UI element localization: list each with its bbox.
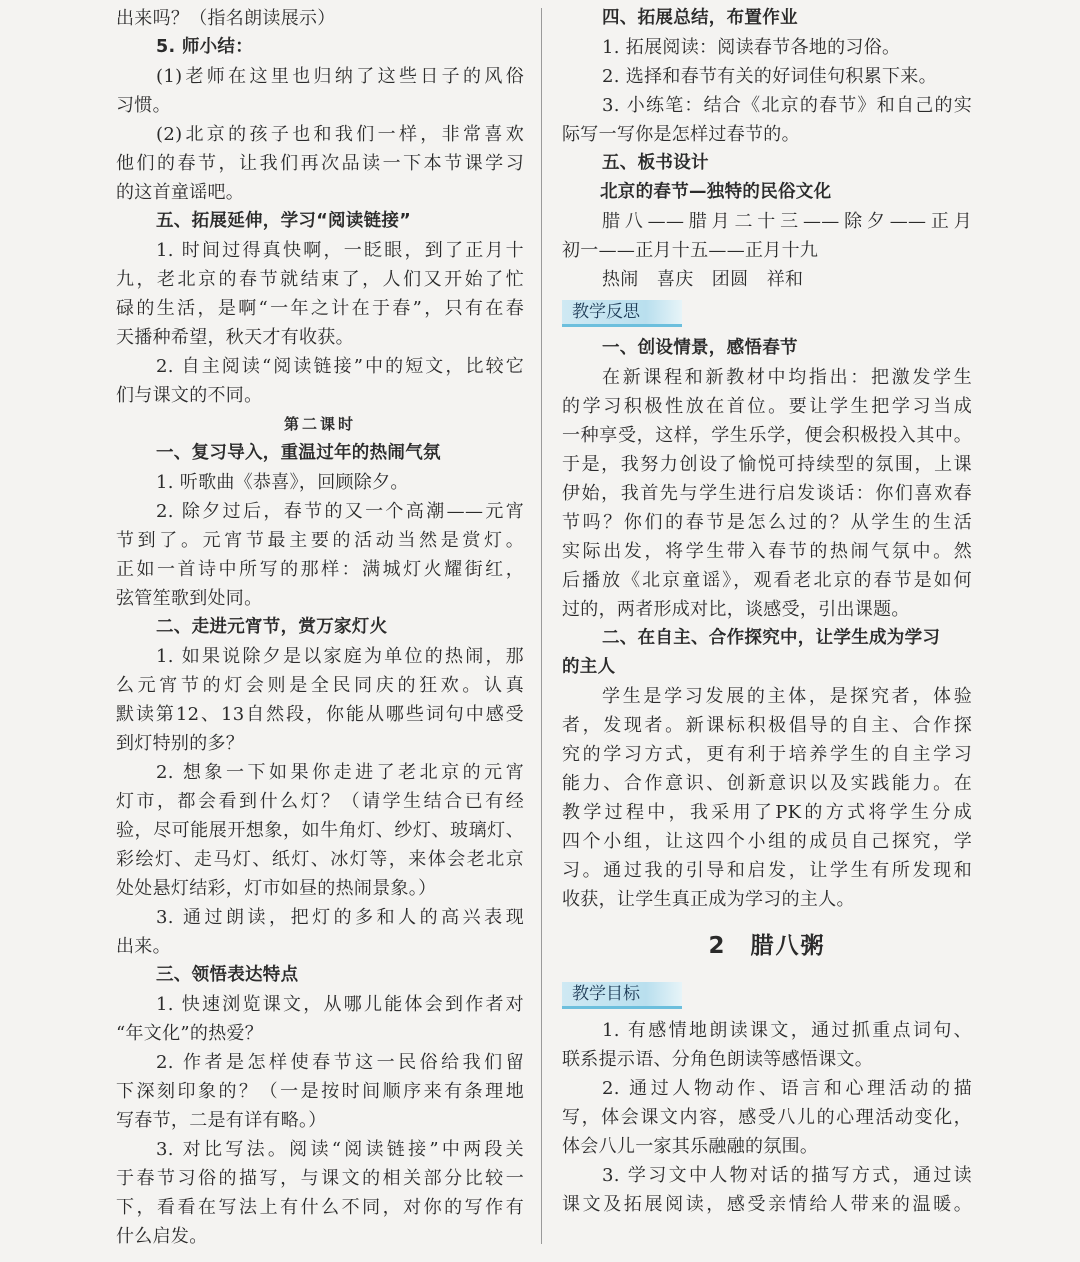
- text-line: 究的学习方式，更有利于培养学生的自主学习: [562, 744, 972, 765]
- text-line: 2. 自主阅读“阅读链接”中的短文，比较它: [156, 356, 524, 377]
- text-line: 验，尽可能展开想象，如牛角灯、纱灯、玻璃灯、: [116, 820, 524, 841]
- text-line: 2. 选择和春节有关的好词佳句积累下来。: [602, 66, 937, 87]
- text-line: 出来吗？（指名朗读展示）: [116, 8, 336, 29]
- text-line: 下，看看在写法上有什么不同，对你的写作有: [116, 1197, 524, 1218]
- text-line: 第二课时: [283, 415, 356, 433]
- text-line: 的学习积极性放在首位。要让学生把学习当成: [562, 396, 972, 417]
- text-line: 四、拓展总结，布置作业: [602, 8, 798, 28]
- text-line: 体会八儿一家其乐融融的氛围。: [562, 1136, 819, 1157]
- text-line: 么元宵节的灯会则是全民同庆的狂欢。认真: [116, 675, 524, 696]
- text-line: 的这首童谣吧。: [116, 182, 245, 203]
- text-line: 2. 作者是怎样使春节这一民俗给我们留: [156, 1052, 524, 1073]
- text-line: 教学过程中，我采用了PK的方式将学生分成: [562, 802, 972, 823]
- text-line: 后播放《北京童谣》，观看老北京的春节是如何: [562, 570, 972, 591]
- left-column: [116, 4, 524, 1251]
- lesson-title: [562, 918, 972, 974]
- text-line: 腊八——腊月二十三——除夕——正月: [602, 211, 972, 232]
- text-line: 1. 快速浏览课文，从哪儿能体会到作者对: [156, 994, 524, 1015]
- text-line: 北京的春节—独特的民俗文化: [600, 182, 832, 202]
- text-line: “年文化”的热爱？: [116, 1023, 264, 1044]
- lesson-name: 腊八粥: [750, 933, 826, 959]
- extension-section: [562, 4, 972, 294]
- text-line: 二、走进元宵节，赏万家灯火: [156, 617, 388, 637]
- text-line: 到灯特别的多？: [116, 733, 245, 754]
- text-line: (2)北京的孩子也和我们一样，非常喜欢: [156, 124, 524, 145]
- text-line: 一、复习导入，重温过年的热闹气氛: [156, 443, 441, 463]
- tag-label: 教学目标: [572, 984, 640, 1004]
- text-line: 写春节，二是有详有略。）: [116, 1110, 327, 1131]
- text-line: 1. 拓展阅读：阅读春节各地的习俗。: [602, 37, 901, 58]
- text-line: 1. 听歌曲《恭喜》，回顾除夕。: [156, 472, 409, 493]
- text-line: 3. 通过朗读，把灯的多和人的高兴表现: [156, 907, 524, 928]
- text-line: 课文及拓展阅读，感受亲情给人带来的温暖。: [562, 1194, 972, 1215]
- text-line: 伊始，我首先与学生进行启发谈话：你们喜欢春: [562, 483, 972, 504]
- text-line: 天播种希望，秋天才有收获。: [116, 327, 354, 348]
- column-divider: [541, 8, 542, 1244]
- text-line: 节吗？你们的春节是怎么过的？从学生的生活: [562, 512, 972, 533]
- text-line: 习。通过我的引导和启发，让学生有所发现和: [562, 860, 972, 881]
- text-line: 热闹 喜庆 团圆 祥和: [602, 269, 804, 290]
- text-line: 者，发现者。新课标积极倡导的自主、合作探: [562, 715, 972, 736]
- text-line: 他们的春节，让我们再次品读一下本节课学习: [116, 153, 524, 174]
- text-line: 初一——正月十五——正月十九: [562, 240, 819, 261]
- text-line: 处处悬灯结彩，灯市如昼的热闹景象。）: [116, 878, 437, 899]
- text-line: 联系提示语、分角色朗读等感悟课文。: [562, 1049, 874, 1070]
- text-line: 能力、合作意识、创新意识以及实践能力。在: [562, 773, 972, 794]
- reflection-section-tag: [562, 298, 972, 328]
- text-line: 一种享受，这样，学生乐学，便会积极投入其中。: [562, 425, 972, 446]
- text-line: 写，体会课文内容，感受八儿的心理活动变化，: [562, 1107, 972, 1128]
- text-line: 3. 对比写法。阅读“阅读链接”中两段关: [156, 1139, 524, 1160]
- text-line: 五、板书设计: [602, 153, 709, 173]
- text-line: 5. 师小结：: [156, 37, 254, 57]
- text-line: 二、在自主、合作探究中，让学生成为学习: [602, 628, 941, 648]
- text-line: 际写一写你是怎样过春节的。: [562, 124, 800, 145]
- lesson-number: 2: [708, 933, 727, 959]
- text-line: 习惯。: [116, 95, 171, 116]
- text-line: 在新课程和新教材中均指出：把激发学生: [602, 367, 972, 388]
- text-line: 弦管笙歌到处同。: [116, 588, 263, 609]
- text-line: 默读第12、13自然段，你能从哪些词句中感受: [116, 704, 524, 725]
- text-line: 2. 除夕过后，春节的又一个高潮——元宵: [156, 501, 524, 522]
- text-line: 3. 小练笔：结合《北京的春节》和自己的实: [602, 95, 972, 116]
- text-line: 下深刻印象的？（一是按时间顺序来有条理地: [116, 1081, 524, 1102]
- text-line: 正如一首诗中所写的那样：满城灯火耀街红，: [116, 559, 524, 580]
- objectives-section: [562, 1016, 972, 1219]
- text-line: 过的，两者形成对比，谈感受，引出课题。: [562, 599, 910, 620]
- text-line: 1. 有感情地朗读课文，通过抓重点词句、: [602, 1020, 972, 1041]
- text-line: 什么启发。: [116, 1226, 208, 1247]
- text-line: 彩绘灯、走马灯、纸灯、冰灯等，来体会老北京: [116, 849, 524, 870]
- text-line: 碌的生活，是啊“一年之计在于春”，只有在春: [116, 298, 524, 319]
- text-line: 3. 学习文中人物对话的描写方式，通过读: [602, 1165, 972, 1186]
- objectives-section-tag: [562, 980, 972, 1010]
- text-line: 学生是学习发展的主体，是探究者，体验: [602, 686, 972, 707]
- text-line: 1. 时间过得真快啊，一眨眼，到了正月十: [156, 240, 524, 261]
- text-line: (1)老师在这里也归纳了这些日子的风俗: [156, 66, 524, 87]
- text-line: 于是，我努力创设了愉悦可持续型的氛围，上课: [562, 454, 972, 475]
- text-line: 灯市，都会看到什么灯？（请学生结合已有经: [116, 791, 524, 812]
- reflection-section: [562, 334, 972, 914]
- right-column: [562, 4, 972, 1219]
- text-line: 于春节习俗的描写，与课文的相关部分比较一: [116, 1168, 524, 1189]
- text-line: 四个小组，让这四个小组的成员自己探究，学: [562, 831, 972, 852]
- text-line: 出来。: [116, 936, 171, 957]
- text-line: 五、拓展延伸，学习“阅读链接”: [156, 211, 412, 231]
- text-line: 们与课文的不同。: [116, 385, 263, 406]
- text-line: 实际出发，将学生带入春节的热闹气氛中。然: [562, 541, 972, 562]
- text-line: 三、领悟表达特点: [156, 965, 299, 985]
- text-line: 2. 想象一下如果你走进了老北京的元宵: [156, 762, 524, 783]
- text-line: 收获，让学生真正成为学习的主人。: [562, 889, 855, 910]
- text-line: 一、创设情景，感悟春节: [602, 338, 798, 358]
- text-line: 节到了。元宵节最主要的活动当然是赏灯。: [116, 530, 524, 551]
- tag-label: 教学反思: [572, 302, 640, 322]
- text-line: 的主人: [562, 657, 616, 677]
- text-line: 九，老北京的春节就结束了，人们又开始了忙: [116, 269, 524, 290]
- text-line: 1. 如果说除夕是以家庭为单位的热闹，那: [156, 646, 524, 667]
- text-line: 2. 通过人物动作、语言和心理活动的描: [602, 1078, 972, 1099]
